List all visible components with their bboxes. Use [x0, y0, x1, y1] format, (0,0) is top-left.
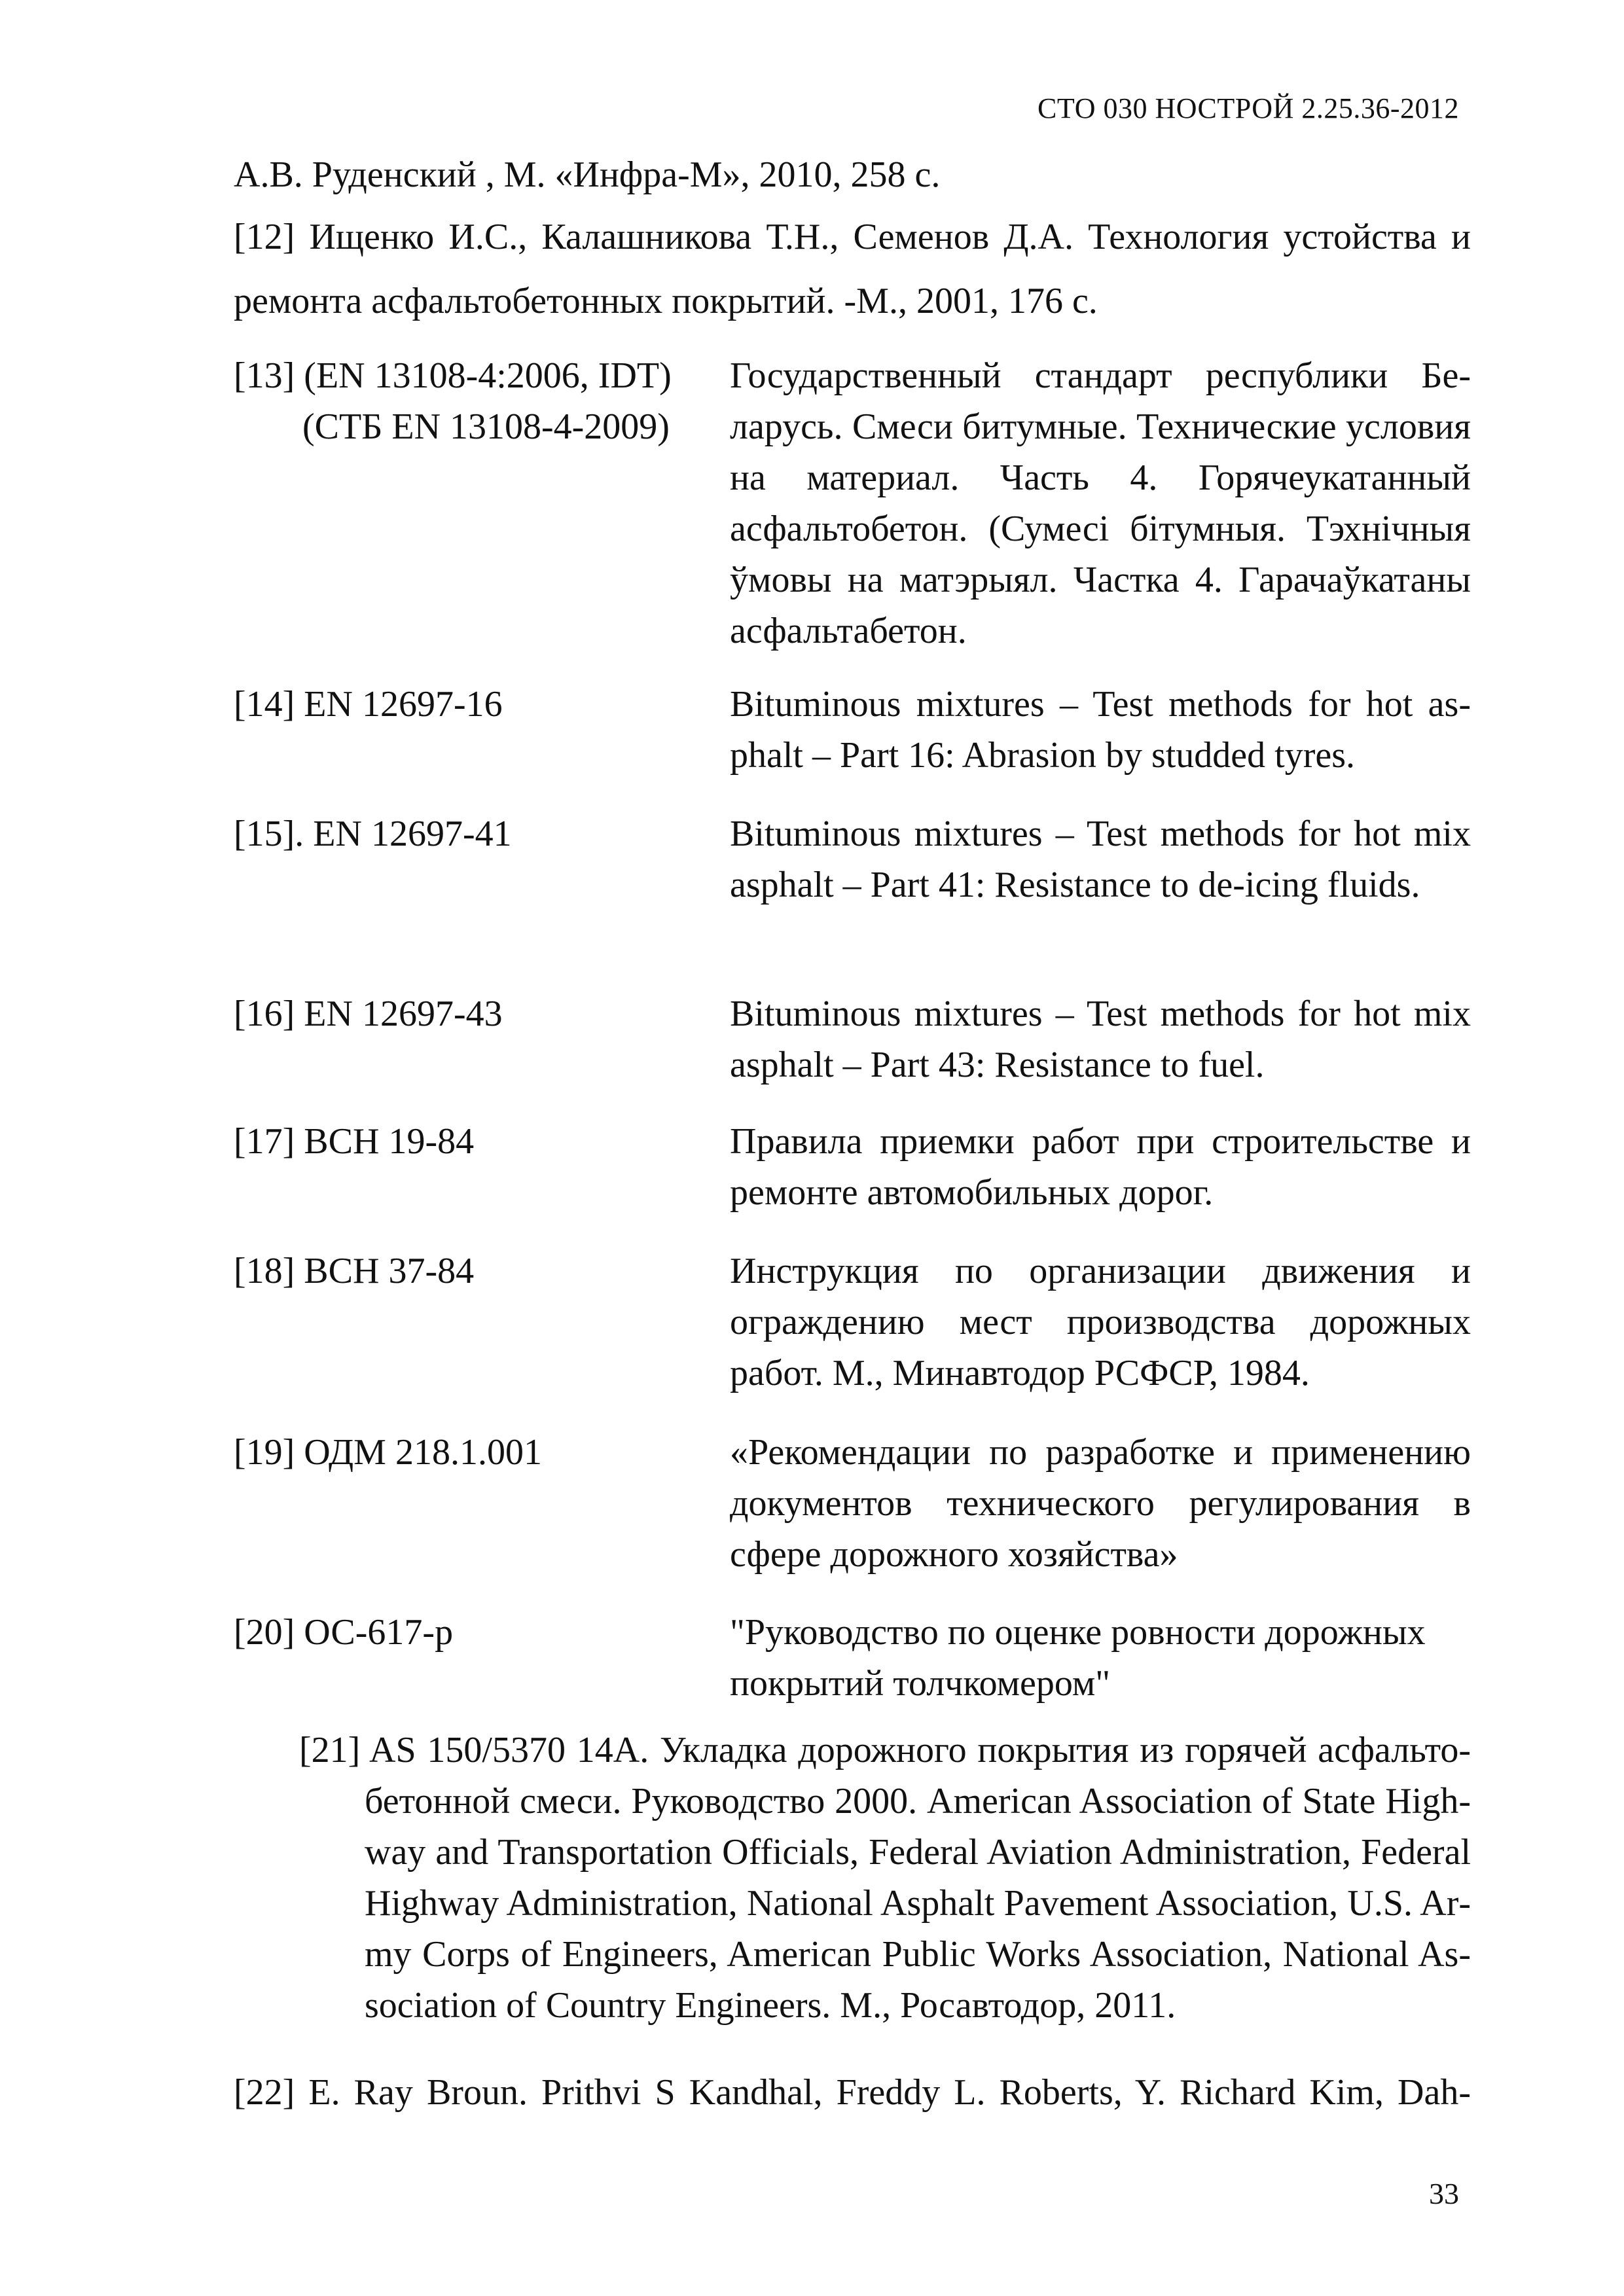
reference-22-line-1: [22] E. Ray Broun. Prithvi S Kandhal, Freddy L. Roberts, Y. Richard Kim, Dah-	[234, 2072, 1471, 2113]
reference-description: "Руководство по оценке ровности дорожных покрытий толчкомером"	[730, 1612, 1426, 1704]
reference-12-line-1: [12] Ищенко И.С., Калашникова Т.Н., Семенов Д.А. Технология устойства и	[234, 217, 1471, 257]
reference-12-line-2: ремонта асфальтобетонных покрытий. -М., 2001, 176 с.	[234, 281, 1098, 321]
reference-description: Bituminous mixtures – Test methods for hot mix asphalt – Part 41: Resistance to de-icing fluids.	[730, 814, 1471, 905]
reference-code: [20] ОС-617-р	[234, 1612, 454, 1653]
reference-continuation: А.В. Руденский , М. «Инфра-М», 2010, 258 с.	[234, 154, 941, 195]
reference-description: «Рекомендации по разработке и применению документов технического регулирования в сфере дорожного хозяйства»	[730, 1432, 1471, 1575]
document-header: СТО 030 НОСТРОЙ 2.25.36-2012	[1038, 92, 1459, 124]
reference-code: [17] ВСН 19-84	[234, 1121, 475, 1162]
reference-code: [18] ВСН 37-84	[234, 1251, 475, 1291]
reference-description: Правила приемки работ при строительстве и ремонте автомобильных дорог.	[730, 1121, 1471, 1213]
reference-description: Bituminous mixtures – Test methods for hot mix asphalt – Part 43: Resistance to fuel.	[730, 994, 1471, 1085]
reference-code: [19] ОДМ 218.1.001	[234, 1432, 542, 1473]
reference-code: [13] (EN 13108-4:2006, IDT)	[234, 355, 672, 396]
reference-description: Государственный стандарт республики Беларусь. Смеси битумные. Технические условия на материал. Часть 4. Горячеукатанный асфальтобетон. (Сумесі бітумныя. Тэхнічныя ўмовы на матэрыял. Частка 4. Гарачаўкатаны асфальтабетон.	[730, 355, 1471, 651]
reference-21	[234, 1725, 1471, 2031]
reference-code: [14] EN 12697-16	[234, 684, 503, 725]
reference-code-secondary: (СТБ EN 13108-4-2009)	[302, 406, 670, 447]
page-number: 33	[1429, 2177, 1459, 2210]
reference-description: Bituminous mixtures – Test methods for hot asphalt – Part 16: Abrasion by studded tyres.	[730, 684, 1471, 776]
reference-code: [15]. EN 12697-41	[234, 814, 512, 854]
reference-description: Инструкция по организации движения и ограждению мест производства дорожных работ. М., Минавтодор РСФСР, 1984.	[730, 1251, 1471, 1393]
reference-21-text: [21] AS 150/5370 14A. Укладка дорожного покрытия из горячей асфальтобетонной смеси. Руководство 2000. American Association of State Highway and Transportation Officials, Federal Aviation Administration, Federal Highway Administration, National Asphalt Pavement Association, U.S. Army Corps of Engineers, American Public Works Association, National Association of Country Engineers. М., Росавтодор, 2011.	[299, 1730, 1471, 2026]
reference-code: [16] EN 12697-43	[234, 994, 503, 1034]
